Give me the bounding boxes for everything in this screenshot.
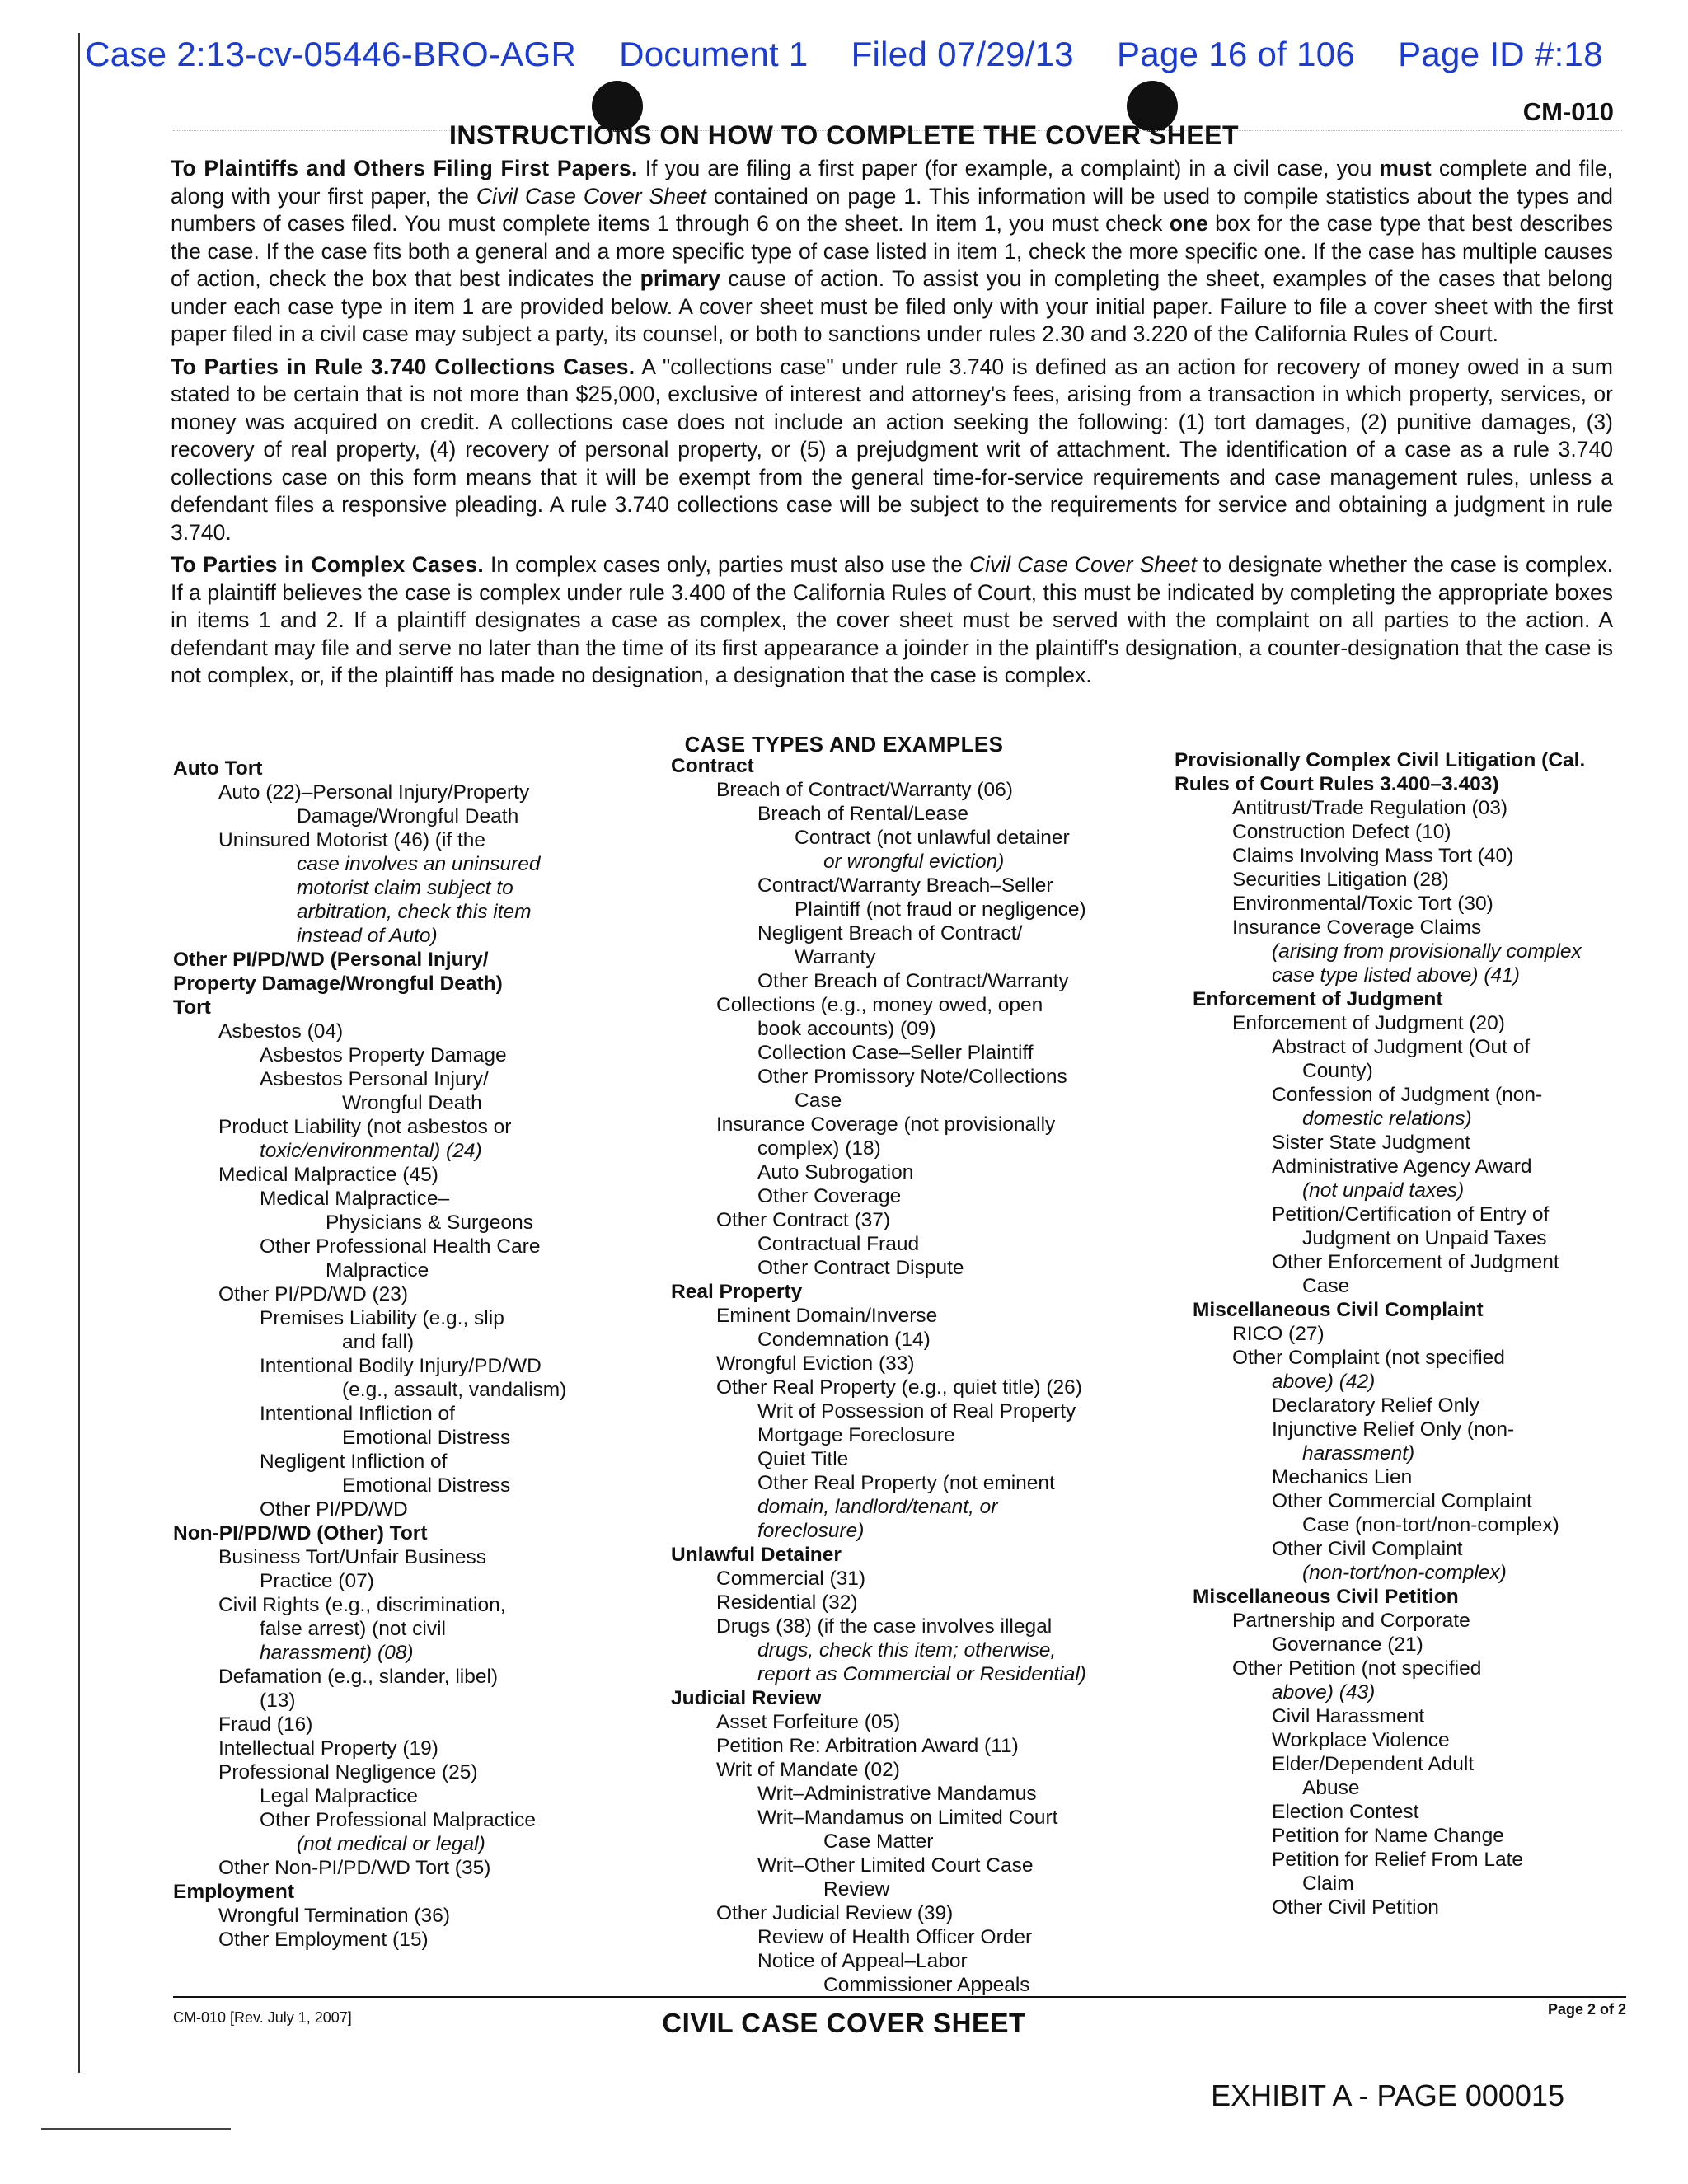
case-type-item: Other Civil Complaint — [1272, 1538, 1463, 1560]
case-type-item: (not medical or legal) — [297, 1833, 485, 1855]
case-type-item: Securities Litigation (28) — [1232, 869, 1449, 891]
paragraph-text: cause of action. To assist you in completing the sheet, examples of the cases that belong under each case type in item 1 are provided below. A cover sheet must be filed only with your initial paper. Failure to file a cover sheet with the first paper filed in a civil case may subject a party, its counsel, or both to sanctions under rules 2.30 and 3.220 of the California Rules of Court. — [171, 266, 1613, 346]
case-type-item: above) (43) — [1272, 1681, 1376, 1704]
case-type-item: Writ–Administrative Mandamus — [757, 1783, 1037, 1805]
case-category-heading: Miscellaneous Civil Complaint — [1193, 1299, 1484, 1321]
paragraph-text: complete and file, along with your first paper, the — [171, 156, 1613, 209]
page-indicator: Page 2 of 2 — [1547, 2001, 1626, 2018]
filed-date: Filed 07/29/13 — [851, 35, 1074, 73]
case-type-item: arbitration, check this item — [297, 901, 532, 923]
case-type-item: Other Civil Petition — [1272, 1896, 1439, 1919]
case-type-item: Other Petition (not specified — [1232, 1657, 1482, 1680]
document-number: Document 1 — [619, 35, 809, 73]
paragraph-text: box for the case type that best describes the case. If the case fits both a general and a more specific type of case listed in item 1, check the more specific one. If the case has multiple causes of action, check the box that best indicates the — [171, 211, 1613, 291]
paragraph-text: to designate whether the case is complex. If a plaintiff believes the case is complex under rule 3.400 of the California Rules of Court, this must be indicated by completing the appropriate boxes in items 1 and 2. If a plaintiff designates a case as complex, the cover sheet must be served with the complaint on all parties to the action. A defendant may file and serve no later than the time of its first appearance a joinder in the plaintiff's designation, a counter-designation that the case is not complex, or, if the plaintiff has made no designation, a designation that the case is complex. — [171, 552, 1614, 687]
case-type-item: Other PI/PD/WD (23) — [218, 1283, 409, 1305]
emphasis-must: must — [1379, 156, 1432, 180]
case-type-item: Other Real Property (e.g., quiet title) (26) — [716, 1376, 1082, 1399]
case-category-heading: Rules of Court Rules 3.400–3.403) — [1175, 773, 1499, 795]
case-type-item: Condemnation (14) — [757, 1329, 931, 1351]
case-type-item: Intentional Bodily Injury/PD/WD — [260, 1355, 542, 1377]
case-type-item: Asbestos (04) — [218, 1020, 344, 1043]
case-type-item: Intellectual Property (19) — [218, 1737, 438, 1760]
court-filing-header — [0, 35, 1688, 74]
case-category-heading: Real Property — [671, 1281, 803, 1303]
case-type-item: Commissioner Appeals — [823, 1974, 1030, 1996]
case-type-item: Auto (22)–Personal Injury/Property — [218, 781, 530, 804]
case-type-item: Drugs (38) (if the case involves illegal — [716, 1615, 1053, 1638]
paragraph-collections-cases — [171, 354, 1613, 547]
case-type-item: Plaintiff (not fraud or negligence) — [795, 898, 1086, 921]
case-type-item: Judgment on Unpaid Taxes — [1302, 1227, 1547, 1249]
case-category-heading: Contract — [671, 755, 754, 777]
case-type-item: book accounts) (09) — [757, 1018, 936, 1040]
case-type-item: Writ–Other Limited Court Case — [757, 1854, 1034, 1877]
case-type-item: Mortgage Foreclosure — [757, 1424, 955, 1446]
page-id: Page ID #:18 — [1398, 35, 1603, 73]
case-type-item: Abstract of Judgment (Out of — [1272, 1036, 1531, 1058]
case-category-heading: Judicial Review — [671, 1687, 822, 1709]
case-type-item: Abuse — [1302, 1777, 1360, 1799]
instructions-body — [171, 155, 1613, 695]
case-type-item: (arising from provisionally complex — [1272, 940, 1582, 963]
case-type-item: Mechanics Lien — [1272, 1466, 1413, 1488]
paragraph-text: contained on page 1. This information will be used to compile statistics about the types and numbers of cases filed. You must complete items 1 through 6 on the sheet. In item 1, you must check — [171, 183, 1613, 236]
case-type-item: Petition for Name Change — [1272, 1825, 1504, 1847]
case-type-item: Case — [1302, 1275, 1350, 1297]
footer-title: CIVIL CASE COVER SHEET — [662, 2008, 1026, 2038]
case-category-heading: Auto Tort — [173, 757, 263, 780]
case-type-item: Petition/Certification of Entry of — [1272, 1203, 1550, 1226]
case-type-item: Defamation (e.g., slander, libel) — [218, 1666, 499, 1688]
case-type-item: Enforcement of Judgment (20) — [1232, 1012, 1505, 1034]
case-type-item: Notice of Appeal–Labor — [757, 1950, 968, 1972]
case-type-item: case type listed above) (41) — [1272, 964, 1520, 987]
case-type-item: Construction Defect (10) — [1232, 821, 1451, 843]
paragraph-complex-cases — [171, 551, 1613, 690]
case-type-item: Medical Malpractice– — [260, 1188, 450, 1210]
case-type-item: Other Judicial Review (39) — [716, 1902, 954, 1924]
case-type-item: and fall) — [342, 1331, 415, 1353]
case-type-item: Insurance Coverage (not provisionally — [716, 1113, 1056, 1136]
case-type-item: Case (non-tort/non-complex) — [1302, 1514, 1559, 1536]
case-type-item: Wrongful Eviction (33) — [716, 1352, 915, 1375]
case-types-heading: CASE TYPES AND EXAMPLES — [684, 732, 1004, 757]
case-type-item: Case Matter — [823, 1830, 934, 1853]
case-type-item: Fraud (16) — [218, 1713, 313, 1736]
case-category-heading: Other PI/PD/WD (Personal Injury/ — [173, 949, 489, 971]
case-type-item: Contractual Fraud — [757, 1233, 920, 1255]
case-type-item: Warranty — [795, 946, 876, 968]
paragraph-heading: To Parties in Rule 3.740 Collections Cases. — [171, 354, 635, 379]
paragraph-text: If you are filing a first paper (for example, a complaint) in a civil case, you — [637, 156, 1380, 180]
case-type-item: Other PI/PD/WD — [260, 1498, 408, 1521]
case-type-item: Claim — [1302, 1872, 1354, 1895]
case-type-item: Emotional Distress — [342, 1474, 511, 1497]
case-type-item: Auto Subrogation — [757, 1161, 914, 1183]
case-type-item: (e.g., assault, vandalism) — [342, 1379, 567, 1401]
case-type-item: Professional Negligence (25) — [218, 1761, 478, 1783]
exhibit-stamp: EXHIBIT A - PAGE 000015 — [1211, 2079, 1564, 2112]
case-type-item: Malpractice — [326, 1259, 429, 1282]
paragraph-heading: To Plaintiffs and Others Filing First Papers. — [171, 156, 638, 180]
case-type-item: motorist claim subject to — [297, 877, 513, 899]
footer-rule — [173, 1996, 1626, 1998]
case-type-item: Wrongful Death — [342, 1092, 482, 1114]
case-type-item: Civil Rights (e.g., discrimination, — [218, 1594, 506, 1616]
paragraph-heading: To Parties in Complex Cases. — [171, 552, 485, 577]
form-name: Civil Case Cover Sheet — [969, 552, 1197, 577]
case-type-item: Intentional Infliction of — [260, 1403, 455, 1425]
case-type-item: drugs, check this item; otherwise, — [757, 1639, 1057, 1661]
case-type-item: Quiet Title — [757, 1448, 849, 1470]
case-type-item: Other Breach of Contract/Warranty — [757, 970, 1069, 992]
case-type-item: Eminent Domain/Inverse — [716, 1305, 938, 1327]
case-type-item: instead of Auto) — [297, 925, 438, 947]
left-margin-line — [78, 33, 80, 2073]
case-type-item: Physicians & Surgeons — [326, 1212, 533, 1234]
page-title: INSTRUCTIONS ON HOW TO COMPLETE THE COVER SHEET — [448, 120, 1240, 150]
case-type-item: Medical Malpractice (45) — [218, 1164, 438, 1186]
case-type-item: or wrongful eviction) — [823, 851, 1005, 873]
paragraph-text: In complex cases only, parties must also use the — [484, 552, 970, 577]
case-type-item: domain, landlord/tenant, or — [757, 1496, 998, 1518]
case-type-item: Confession of Judgment (non- — [1272, 1084, 1543, 1106]
case-type-item: toxic/environmental) (24) — [260, 1140, 482, 1162]
case-type-item: Residential (32) — [716, 1591, 858, 1614]
case-type-item: Other Professional Malpractice — [260, 1809, 536, 1831]
case-type-item: Workplace Violence — [1272, 1729, 1450, 1751]
case-type-item: Injunctive Relief Only (non- — [1272, 1418, 1515, 1441]
case-category-heading: Non-PI/PD/WD (Other) Tort — [173, 1522, 428, 1544]
case-type-item: report as Commercial or Residential) — [757, 1663, 1086, 1685]
case-type-item: Other Professional Health Care — [260, 1235, 541, 1258]
case-number: Case 2:13-cv-05446-BRO-AGR — [85, 35, 577, 73]
case-type-item: Partnership and Corporate — [1232, 1610, 1470, 1632]
case-types-column-1 — [173, 757, 635, 1952]
paragraph-text: A "collections case" under rule 3.740 is defined as an action for recovery of money owed in a sum stated to be certain that is not more than $25,000, exclusive of interest and attorney's fees, arising from a transaction in which property, services, or money was acquired on credit. A collections case does not include an action seeking the following: (1) tort damages, (2) punitive damages, (3) recovery of real property, (4) recovery of personal property, or (5) a prejudgment writ of attachment. The identification of a case as a rule 3.740 collections case on this form means that it will be exempt from the general time-for-service requirements and case management rules, unless a defendant files a responsive pleading. A rule 3.740 collections case will be subject to the requirements for service and obtaining a judgment in rule 3.740. — [171, 354, 1613, 545]
case-type-item: Negligent Infliction of — [260, 1451, 448, 1473]
case-type-item: Writ of Possession of Real Property — [757, 1400, 1076, 1422]
case-type-item: Other Real Property (not eminent — [757, 1472, 1055, 1494]
case-type-item: Petition for Relief From Late — [1272, 1849, 1524, 1871]
case-type-item: Other Complaint (not specified — [1232, 1347, 1505, 1369]
case-type-item: case involves an uninsured — [297, 853, 541, 875]
case-type-item: Administrative Agency Award — [1272, 1155, 1532, 1178]
case-type-item: Review of Health Officer Order — [757, 1926, 1033, 1948]
case-type-item: Uninsured Motorist (46) (if the — [218, 829, 486, 851]
case-type-item: Governance (21) — [1272, 1633, 1423, 1656]
case-category-heading: Tort — [173, 996, 211, 1019]
case-type-item: Collections (e.g., money owed, open — [716, 994, 1043, 1016]
bottom-margin-line — [41, 2128, 231, 2130]
case-category-heading: Property Damage/Wrongful Death) — [173, 972, 503, 995]
case-type-item: Other Enforcement of Judgment — [1272, 1251, 1559, 1273]
case-type-item: Other Employment (15) — [218, 1929, 429, 1951]
case-type-item: Legal Malpractice — [260, 1785, 419, 1807]
case-type-item: Asbestos Property Damage — [260, 1044, 507, 1066]
case-type-item: Contract/Warranty Breach–Seller — [757, 874, 1053, 897]
case-type-item: Collection Case–Seller Plaintiff — [757, 1042, 1034, 1064]
case-type-item: Declaratory Relief Only — [1272, 1394, 1479, 1417]
case-category-heading: Enforcement of Judgment — [1193, 988, 1443, 1010]
case-type-item: Wrongful Termination (36) — [218, 1905, 450, 1927]
form-revision: CM-010 [Rev. July 1, 2007] — [173, 2009, 352, 2026]
case-type-item: Damage/Wrongful Death — [297, 805, 519, 827]
case-type-item: (13) — [260, 1690, 296, 1712]
case-type-item: Election Contest — [1272, 1801, 1419, 1823]
case-type-item: complex) (18) — [757, 1137, 881, 1160]
case-type-item: Other Coverage — [757, 1185, 902, 1207]
paragraph-first-papers — [171, 155, 1613, 349]
case-type-item: Other Contract Dispute — [757, 1257, 964, 1279]
case-type-item: foreclosure) — [757, 1520, 865, 1542]
case-type-item: harassment) (08) — [260, 1642, 414, 1664]
page-count: Page 16 of 106 — [1116, 35, 1356, 73]
case-type-item: Environmental/Toxic Tort (30) — [1232, 893, 1493, 915]
case-type-item: Breach of Contract/Warranty (06) — [716, 779, 1013, 801]
case-type-item: above) (42) — [1272, 1371, 1376, 1393]
case-type-item: Other Commercial Complaint — [1272, 1490, 1532, 1512]
case-type-item: RICO (27) — [1232, 1323, 1325, 1345]
case-type-item: Writ of Mandate (02) — [716, 1759, 900, 1781]
emphasis-one: one — [1169, 211, 1208, 236]
case-type-item: Other Contract (37) — [716, 1209, 891, 1231]
case-type-item: Practice (07) — [260, 1570, 374, 1592]
case-type-item: Negligent Breach of Contract/ — [757, 922, 1023, 944]
case-type-item: domestic relations) — [1302, 1108, 1472, 1130]
form-name: Civil Case Cover Sheet — [476, 183, 706, 209]
case-type-item: Asbestos Personal Injury/ — [260, 1068, 489, 1090]
case-type-item: harassment) — [1302, 1442, 1415, 1465]
case-type-item: Petition Re: Arbitration Award (11) — [716, 1735, 1019, 1757]
case-type-item: Writ–Mandamus on Limited Court — [757, 1807, 1058, 1829]
case-type-item: Antitrust/Trade Regulation (03) — [1232, 797, 1508, 819]
case-type-item: Premises Liability (e.g., slip — [260, 1307, 504, 1329]
case-type-item: Sister State Judgment — [1272, 1132, 1471, 1154]
case-category-heading: Miscellaneous Civil Petition — [1193, 1586, 1459, 1608]
emphasis-primary: primary — [640, 266, 720, 291]
case-type-item: Product Liability (not asbestos or — [218, 1116, 512, 1138]
case-type-item: County) — [1302, 1060, 1373, 1082]
case-types-column-2 — [671, 754, 1149, 1997]
case-type-item: Case — [795, 1090, 842, 1112]
case-type-item: Review — [823, 1878, 890, 1900]
case-type-item: false arrest) (not civil — [260, 1618, 447, 1640]
case-type-item: Contract (not unlawful detainer — [795, 827, 1070, 849]
case-category-heading: Employment — [173, 1881, 295, 1903]
case-type-item: (non-tort/non-complex) — [1302, 1562, 1507, 1584]
case-type-item: Other Promissory Note/Collections — [757, 1066, 1067, 1088]
case-type-item: Elder/Dependent Adult — [1272, 1753, 1475, 1775]
case-type-item: Insurance Coverage Claims — [1232, 916, 1482, 939]
case-category-heading: Unlawful Detainer — [671, 1544, 842, 1566]
case-types-column-3 — [1175, 748, 1653, 1919]
case-type-item: (not unpaid taxes) — [1302, 1179, 1465, 1202]
case-type-item: Business Tort/Unfair Business — [218, 1546, 486, 1568]
case-type-item: Civil Harassment — [1272, 1705, 1425, 1727]
case-type-item: Commercial (31) — [716, 1568, 866, 1590]
form-number: CM-010 — [1522, 97, 1614, 126]
case-type-item: Breach of Rental/Lease — [757, 803, 969, 825]
case-type-item: Asset Forfeiture (05) — [716, 1711, 901, 1733]
case-type-item: Claims Involving Mass Tort (40) — [1232, 845, 1514, 867]
case-type-item: Emotional Distress — [342, 1427, 511, 1449]
case-type-item: Other Non-PI/PD/WD Tort (35) — [218, 1857, 491, 1879]
case-category-heading: Provisionally Complex Civil Litigation (Cal. — [1175, 749, 1586, 771]
